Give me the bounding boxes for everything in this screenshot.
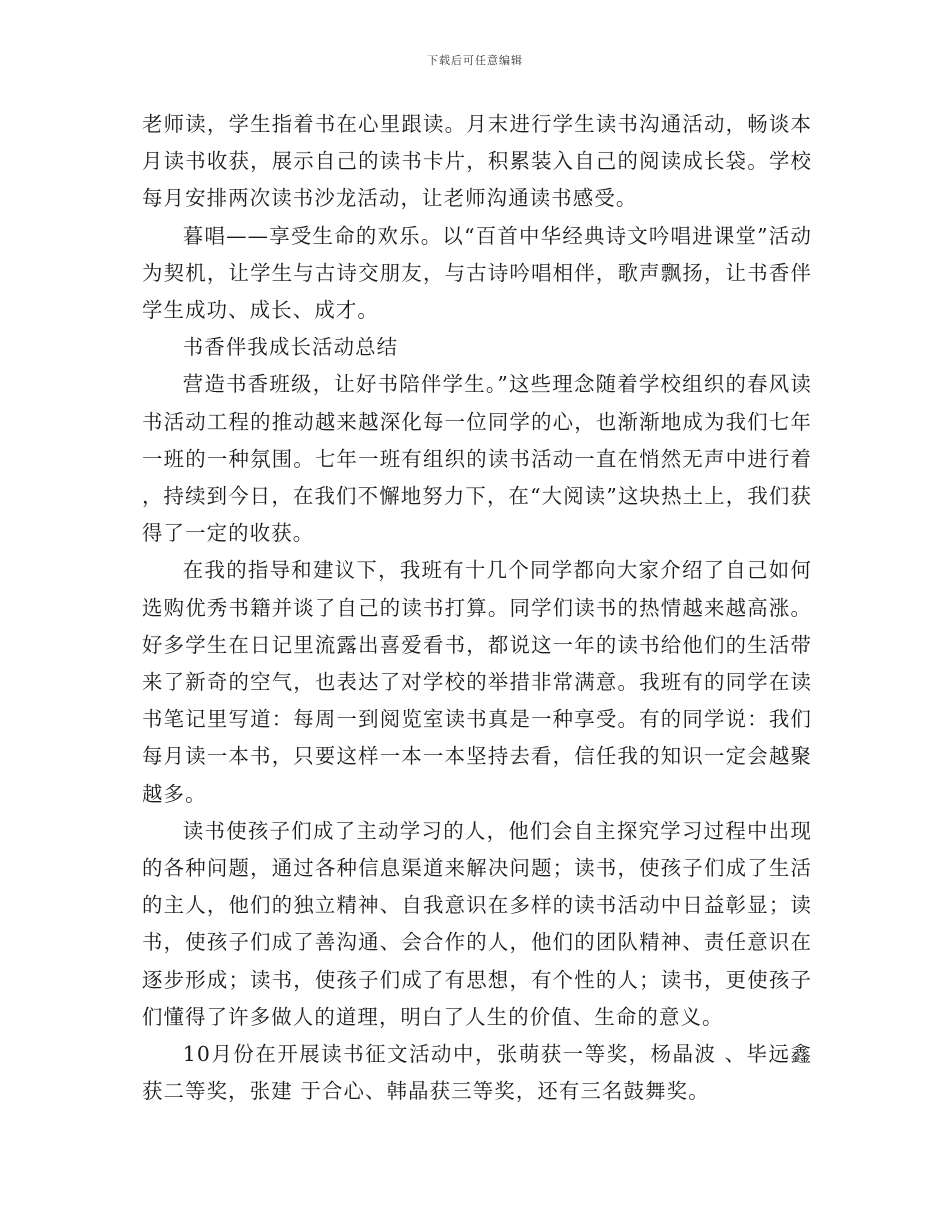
page-header: 下载后可任意编辑 [427,54,523,67]
paragraph-reading-activities: 老师读，学生指着书在心里跟读。月末进行学生读书沟通活动，畅谈本月读书收获，展示自己的读书卡片，积累装入自己的阅读成长袋。学校每月安排两次读书沙龙活动，让老师沟通读书感受。 [142,112,812,211]
paragraph-book-class: 营造书香班级，让好书陪伴学生。”这些理念随着学校组织的春风读书活动工程的推动越来越深化每一位同学的心，也渐渐地成为我们七年一班的一种氛围。七年一班有组织的读书活动一直在悄然无声中进行着，持续到今日，在我们不懈地努力下，在“大阅读”这块热土上，我们获得了一定的收获。 [142,372,812,546]
paragraph-essay-awards: 10月份在开展读书征文活动中，张萌获一等奖，杨晶波 、毕远鑫获二等奖，张建 于合心、韩晶获三等奖，还有三名鼓舞奖。 [142,1042,812,1104]
paragraph-evening-chanting: 暮唱——享受生命的欢乐。以“百首中华经典诗文吟唱进课堂”活动为契机，让学生与古诗交朋友，与古诗吟唱相伴，歌声飘扬，让书香伴学生成功、成长、成才。 [142,223,812,323]
paragraph-guidance: 在我的指导和建议下，我班有十几个同学都向大家介绍了自己如何选购优秀书籍并谈了自己的读书打算。同学们读书的热情越来越高涨。好多学生在日记里流露出喜爱看书，都说这一年的读书给他们的生活带来了新奇的空气，也表达了对学校的举措非常满意。我班有的同学在读书笔记里写道：每周一到阅览室读书真是一种享受。有的同学说：我们每月读一本书，只要这样一本一本坚持去看，信任我的知识一定会越聚越多。 [142,558,812,806]
section-heading-summary: 书香伴我成长活动总结 [182,335,399,360]
paragraph-reading-benefits: 读书使孩子们成了主动学习的人，他们会自主探究学习过程中出现的各种问题，通过各种信息渠道来解决问题；读书，使孩子们成了生活的主人，他们的独立精神、自我意识在多样的读书活动中日益彰显；读书，使孩子们成了善沟通、会合作的人，他们的团队精神、责任意识在逐步形成；读书，使孩子们成了有思想，有个性的人；读书，更使孩子们懂得了许多做人的道理，明白了人生的价值、生命的意义。 [142,818,812,1029]
document-body [142,106,812,1110]
